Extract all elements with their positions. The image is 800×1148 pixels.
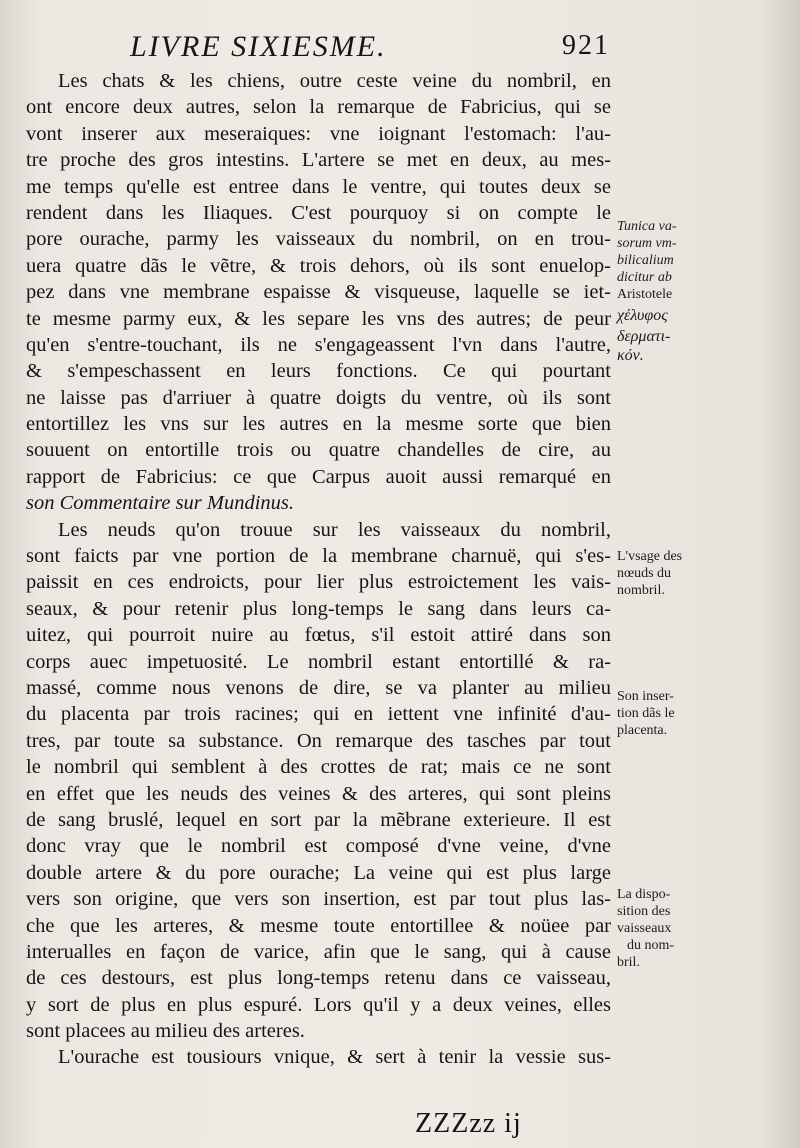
text-line: sont faicts par vne portion de la membrane charnuë, qui s'es- bbox=[26, 545, 611, 568]
text-line: che que les arteres, & mesme toute entortillee & noüee par bbox=[26, 914, 611, 937]
main-text bbox=[26, 68, 611, 1071]
text-line: pore ourache, parmy les vaisseaux du nombril, on en trou- bbox=[26, 228, 611, 251]
text-line: ne laisse pas d'arriuer à quatre doigts du ventre, où ils sont bbox=[26, 386, 611, 409]
text-line: Les neuds qu'on trouue sur les vaisseaux du nombril, bbox=[58, 518, 611, 541]
margin-note-disposition: La dispo- sition des vaisseaux du nom- bril. bbox=[617, 887, 675, 970]
text-line: rendent dans les Iliaques. C'est pourquoy si on compte le bbox=[26, 201, 611, 224]
text-line: ont encore deux autres, selon la remarque de Fabricius, qui se bbox=[26, 96, 611, 119]
text-line: tre proche des gros intestins. L'artere se met en deux, au mes- bbox=[26, 149, 611, 172]
text-line: son Commentaire sur Mundinus. bbox=[26, 492, 295, 515]
text-line: le nombril qui semblent à des crottes de rat; mais ce ne sont bbox=[26, 756, 611, 779]
text-line: seaux, & pour retenir plus long-temps le sang dans leurs ca- bbox=[26, 597, 611, 620]
page-number: 921 bbox=[562, 30, 610, 61]
text-line: double artere & du pore ourache; La veine qui est plus large bbox=[26, 861, 611, 884]
running-header bbox=[130, 30, 610, 64]
text-line: uera quatre dãs le vẽtre, & trois dehors, où ils sont enuelop- bbox=[26, 254, 611, 277]
text-line: L'ourache est tousiours vnique, & sert à tenir la vessie sus- bbox=[58, 1046, 611, 1069]
text-line: interualles en façon de varice, afin que le sang, qui à cause bbox=[26, 940, 611, 963]
running-title: LIVRE SIXIESME. bbox=[130, 30, 387, 63]
text-line: vers son origine, que vers son insertion, est par tout plus las- bbox=[26, 888, 611, 911]
signature-mark: ZZZzz ij bbox=[415, 1108, 522, 1139]
margin-note-tunica: Tunica va- sorum vm- bilicalium dicitur ab Aristotele χέλυφος δερματι- κόν. bbox=[617, 219, 677, 364]
text-line: qu'en s'entre-touchant, ils ne s'engageassent l'vn dans l'autre, bbox=[26, 333, 611, 356]
text-line: de sang bruslé, lequel en sort par la mẽbrane exterieure. Il est bbox=[26, 808, 611, 831]
text-line: uitez, qui pourroit nuire au fœtus, s'il estoit attiré dans son bbox=[26, 624, 611, 647]
text-line: vont inserer aux meseraiques: vne ioignant l'estomach: l'au- bbox=[26, 122, 611, 145]
text-line: Les chats & les chiens, outre ceste veine du nombril, en bbox=[58, 70, 611, 92]
text-line: de ces destours, est plus long-temps retenu dans ce vaisseau, bbox=[26, 967, 611, 990]
margin-note-insertion: Son inser- tion dãs le placenta. bbox=[617, 689, 675, 738]
text-line: en effet que les neuds des veines & des arteres, qui sont pleins bbox=[26, 782, 611, 805]
text-line: te mesme parmy eux, & les separe les vns des autres; de peur bbox=[26, 307, 611, 330]
text-line: me temps qu'elle est entree dans le ventre, qui toutes deux se bbox=[26, 175, 611, 198]
text-line: du placenta par trois racines; qui en iettent vne infinité d'au- bbox=[26, 703, 611, 726]
text-line: souuent on entortille trois ou quatre chandelles de cire, au bbox=[26, 439, 611, 462]
text-line: tres, par toute sa substance. On remarque des tasches par tout bbox=[26, 729, 611, 752]
text-line: paissit en ces endroicts, pour lier plus estroictement les vais- bbox=[26, 571, 611, 594]
text-line: y sort de plus en plus espuré. Lors qu'il y a deux veines, elles bbox=[26, 993, 611, 1016]
text-line: massé, comme nous venons de dire, se va planter au milieu bbox=[26, 676, 611, 699]
text-line: rapport de Fabricius: ce que Carpus auoit aussi remarqué en bbox=[26, 465, 611, 488]
text-line: corps auec impetuosité. Le nombril estant entortillé & ra- bbox=[26, 650, 611, 673]
text-line: entortillez les vns sur les autres en la mesme sorte que bien bbox=[26, 413, 611, 436]
text-line: donc vray que le nombril est composé d'vne veine, d'vne bbox=[26, 835, 611, 858]
text-line: pez dans vne membrane espaisse & visqueuse, laquelle se iet- bbox=[26, 281, 611, 304]
text-line: & s'empeschassent en leurs fonctions. Ce qui pourtant bbox=[26, 360, 611, 383]
margin-note-usage: L'vsage des nœuds du nombril. bbox=[617, 549, 683, 598]
text-line: sont placees au milieu des arteres. bbox=[26, 1020, 305, 1043]
